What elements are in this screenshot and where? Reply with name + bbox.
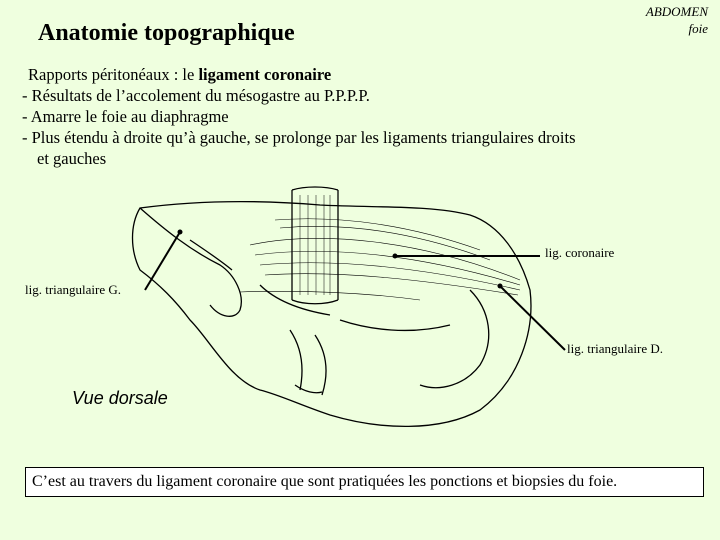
bullet-3: - Plus étendu à droite qu’à gauche, se prolonge par les ligaments triangulaires droits (22, 128, 576, 147)
body-text (22, 64, 718, 169)
label-left-triangular-ligament: lig. triangulaire G. (25, 282, 122, 297)
label-right-triangular-ligament: lig. triangulaire D. (567, 341, 664, 356)
section-tag-line2: foie (688, 21, 708, 36)
intro-bold-term: ligament coronaire (198, 65, 332, 84)
liver-illustration (0, 180, 720, 450)
bullet-2: - Amarre le foie au diaphragme (22, 107, 229, 126)
label-coronary-ligament: lig. coronaire (545, 245, 615, 260)
intro-line (28, 64, 718, 85)
bullet-3-continuation: et gauches (37, 149, 107, 168)
section-tag (588, 3, 708, 37)
bullet-1: - Résultats de l’accolement du mésogastre au P.P.P.P. (22, 86, 370, 105)
section-tag-line1: ABDOMEN (645, 4, 708, 19)
footer-note: C’est au travers du ligament coronaire que sont pratiquées les ponctions et biopsies du foie. (25, 467, 704, 497)
page-title: Anatomie topographique (38, 20, 295, 46)
figure-caption: Vue dorsale (72, 388, 168, 408)
intro-prefix: Rapports péritonéaux : le (28, 65, 199, 84)
